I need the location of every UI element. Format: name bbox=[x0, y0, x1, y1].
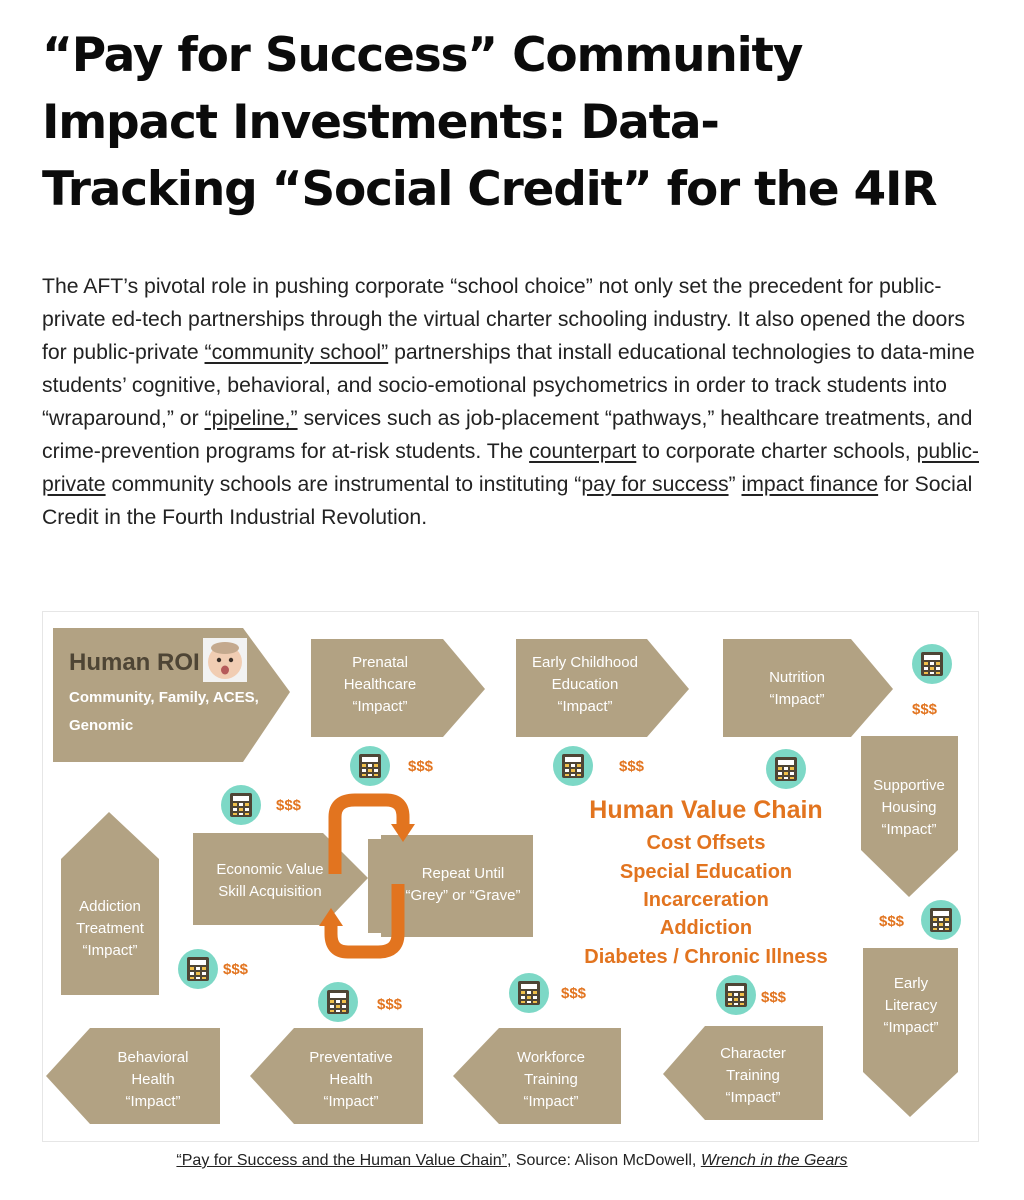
early-literacy-label-1: Early bbox=[893, 975, 929, 992]
calculator-icon bbox=[221, 785, 261, 825]
nutrition-label-1: Nutrition bbox=[769, 669, 825, 686]
calculator-icon bbox=[912, 644, 952, 684]
article-title: “Pay for Success” Community Impact Investments: Data- Tracking “Social Credit” for the 4IR bbox=[42, 28, 937, 217]
preventative-label-2: Health bbox=[329, 1071, 373, 1088]
human-roi-line2: Genomic bbox=[69, 717, 134, 734]
caption-source-link[interactable]: Wrench in the Gears bbox=[700, 1152, 848, 1169]
character-label-2: Training bbox=[726, 1067, 780, 1084]
economic-value-label-2: Skill Acquisition bbox=[218, 883, 322, 900]
economic-value-arrow bbox=[193, 833, 368, 925]
preventative-label-3: “Impact” bbox=[323, 1093, 379, 1110]
calculator-icon bbox=[350, 746, 390, 786]
link-public-private[interactable]: public-private bbox=[42, 440, 979, 496]
addiction-label-2: Treatment bbox=[76, 920, 144, 937]
figure-caption bbox=[0, 1152, 1024, 1170]
repeat-until-label-2: “Grey” or “Grave” bbox=[405, 887, 521, 904]
early-childhood-label-3: “Impact” bbox=[557, 698, 613, 715]
money-label: $$$ bbox=[912, 701, 938, 718]
behavioral-label-2: Health bbox=[131, 1071, 175, 1088]
human-roi-title: Human ROI bbox=[69, 649, 200, 676]
early-childhood-label-1: Early Childhood bbox=[532, 654, 638, 671]
early-literacy-label-2: Literacy bbox=[884, 997, 938, 1014]
link-pay-for-success[interactable]: pay for success bbox=[581, 473, 729, 496]
calculator-icon bbox=[178, 949, 218, 989]
nutrition-arrow bbox=[723, 639, 893, 737]
prenatal-label-3: “Impact” bbox=[352, 698, 408, 715]
value-chain-item-4: Addiction bbox=[659, 917, 753, 939]
prenatal-label-2: Healthcare bbox=[343, 676, 417, 693]
character-label-3: “Impact” bbox=[725, 1089, 781, 1106]
behavioral-label-3: “Impact” bbox=[125, 1093, 181, 1110]
caption-separator: , Source: Alison McDowell, bbox=[506, 1152, 701, 1169]
money-label: $$$ bbox=[377, 996, 403, 1013]
calculator-icon bbox=[318, 982, 358, 1022]
calculator-icon bbox=[716, 975, 756, 1015]
money-label: $$$ bbox=[879, 913, 905, 930]
workforce-label-2: Training bbox=[524, 1071, 578, 1088]
diagram-svg bbox=[43, 612, 978, 1141]
link-counterpart[interactable]: counterpart bbox=[529, 440, 637, 463]
value-chain-item-3: Incarceration bbox=[643, 889, 769, 911]
prenatal-label-1: Prenatal bbox=[352, 654, 408, 671]
supportive-housing-label-1: Supportive bbox=[873, 777, 945, 794]
money-label: $$$ bbox=[561, 985, 587, 1002]
repeat-until-label-1: Repeat Until bbox=[421, 865, 505, 882]
link-impact-finance[interactable]: impact finance bbox=[741, 473, 879, 496]
behavioral-label-1: Behavioral bbox=[117, 1049, 189, 1066]
value-chain-item-2: Special Education bbox=[619, 861, 793, 883]
early-childhood-label-2: Education bbox=[551, 676, 619, 693]
caption-title-link[interactable]: “Pay for Success and the Human Value Chain” bbox=[176, 1152, 507, 1169]
economic-value-label-1: Economic Value bbox=[216, 861, 324, 878]
calculator-icon bbox=[553, 746, 593, 786]
calculator-icon bbox=[766, 749, 806, 789]
calculator-icon bbox=[509, 973, 549, 1013]
addiction-label-3: “Impact” bbox=[82, 942, 138, 959]
money-label: $$$ bbox=[223, 961, 249, 978]
money-label: $$$ bbox=[619, 758, 645, 775]
money-label: $$$ bbox=[408, 758, 434, 775]
value-chain-title: Human Value Chain bbox=[589, 796, 823, 824]
article-paragraph: The AFT’s pivotal role in pushing corporate “school choice” not only set the precedent for public-private ed-tech partnerships through the virtual charter schooling industry. It also opened the doors for public-private “community school” partnerships that install educational technologies to data-mine students’ cognitive, behavioral, and socio-emotional psychometrics in order to track students into “wraparound,” or “pipeline,” services such as job-placement “pathways,” healthcare treatments, and crime-prevention programs for at-risk students. The counterpart to corporate charter schools, public-private community schools are instrumental to instituting “pay for success” impact finance for Social Credit in the Fourth Industrial Revolution. bbox=[42, 275, 979, 529]
addiction-label-1: Addiction bbox=[79, 898, 141, 915]
workforce-label-3: “Impact” bbox=[523, 1093, 579, 1110]
supportive-housing-label-2: Housing bbox=[881, 799, 937, 816]
baby-face-icon bbox=[203, 638, 247, 682]
preventative-label-1: Preventative bbox=[309, 1049, 393, 1066]
supportive-housing-label-3: “Impact” bbox=[881, 821, 937, 838]
money-label: $$$ bbox=[276, 797, 302, 814]
money-label: $$$ bbox=[761, 989, 787, 1006]
link-community-school[interactable]: “community school” bbox=[204, 341, 389, 364]
value-chain-item-1: Cost Offsets bbox=[646, 832, 766, 854]
value-chain-item-5: Diabetes / Chronic Illness bbox=[584, 946, 828, 968]
early-literacy-label-3: “Impact” bbox=[883, 1019, 939, 1036]
supportive-housing-arrow bbox=[861, 736, 958, 897]
link-pipeline[interactable]: “pipeline,” bbox=[204, 407, 298, 430]
calculator-icon bbox=[921, 900, 961, 940]
human-value-chain-diagram bbox=[42, 611, 979, 1142]
workforce-label-1: Workforce bbox=[516, 1049, 586, 1066]
character-label-1: Character bbox=[720, 1045, 786, 1062]
nutrition-label-2: “Impact” bbox=[769, 691, 825, 708]
human-roi-line1: Community, Family, ACES, bbox=[69, 689, 259, 706]
